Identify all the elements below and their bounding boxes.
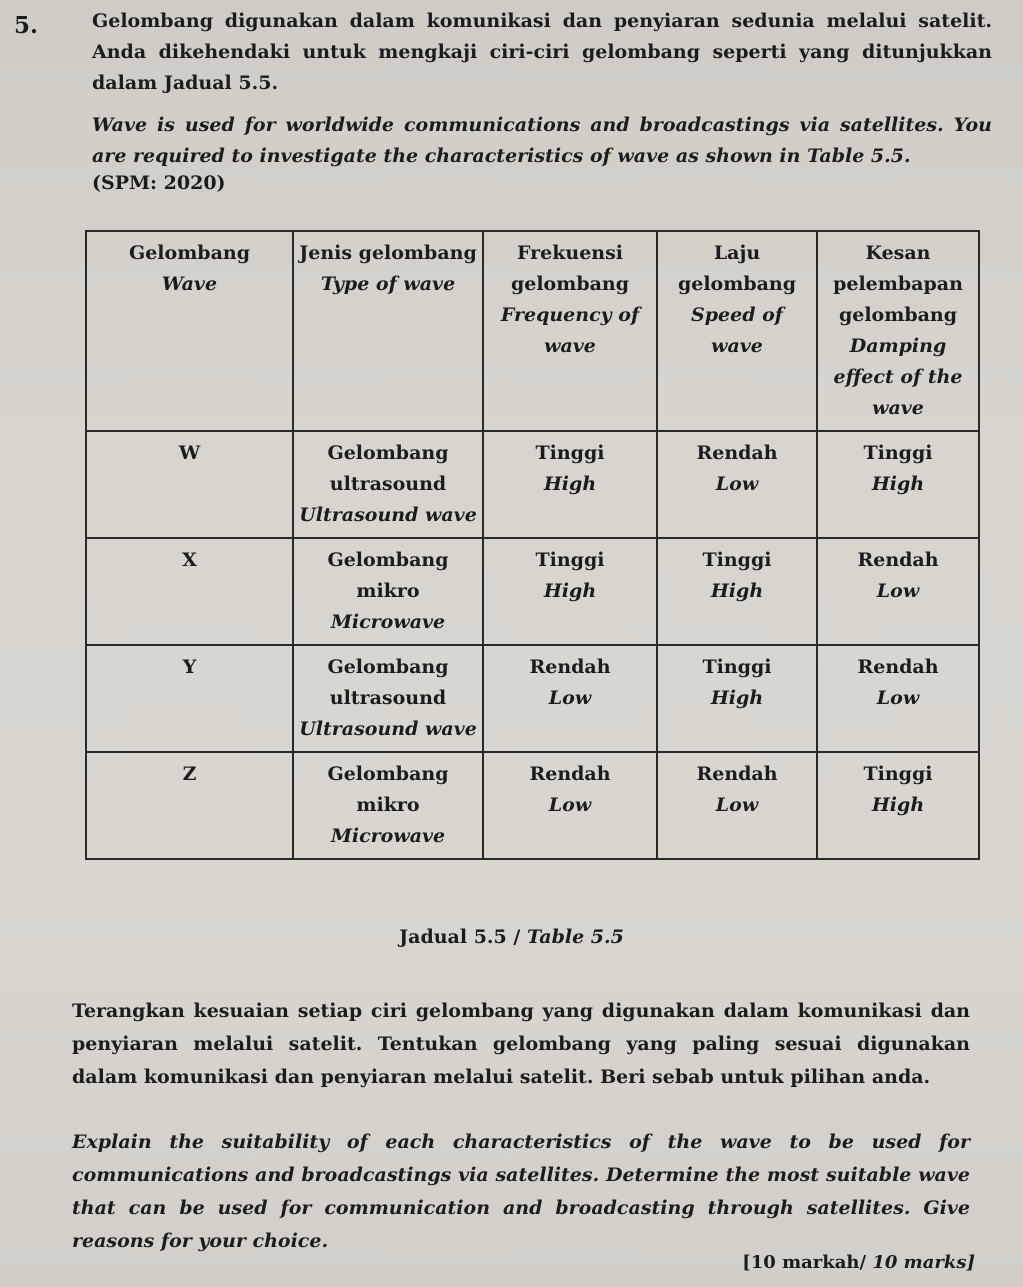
table-row xyxy=(86,752,979,859)
header-wave: Gelombang Wave xyxy=(86,231,293,431)
exam-source: (SPM: 2020) xyxy=(92,172,226,194)
cell-frequency: Rendah Low xyxy=(483,645,657,752)
cell-type: Gelombang ultrasound Ultrasound wave xyxy=(293,645,483,752)
cell-frequency: Rendah Low xyxy=(483,752,657,859)
table-row xyxy=(86,645,979,752)
cell-damping: Rendah Low xyxy=(817,645,979,752)
cell-type: Gelombang mikro Microwave xyxy=(293,538,483,645)
marks-allocation xyxy=(742,1252,975,1273)
cell-damping: Tinggi High xyxy=(817,752,979,859)
caption-english: Table 5.5 xyxy=(526,926,624,948)
table-header-row xyxy=(86,231,979,431)
table-row xyxy=(86,431,979,538)
cell-speed: Tinggi High xyxy=(657,645,817,752)
header-frequency: Frekuensi gelombang Frequency of wave xyxy=(483,231,657,431)
header-damping: Kesan pelembapan gelombang Damping effect of the wave xyxy=(817,231,979,431)
header-type: Jenis gelombang Type of wave xyxy=(293,231,483,431)
wave-characteristics-table xyxy=(85,230,980,860)
question-intro-malay: Gelombang digunakan dalam komunikasi dan penyiaran sedunia melalui satelit. Anda dikehendaki untuk mengkaji ciri-ciri gelombang seperti yang ditunjukkan dalam Jadual 5.5. xyxy=(92,10,992,94)
cell-speed: Rendah Low xyxy=(657,752,817,859)
cell-type: Gelombang mikro Microwave xyxy=(293,752,483,859)
header-speed: Laju gelombang Speed of wave xyxy=(657,231,817,431)
instructions-malay: Terangkan kesuaian setiap ciri gelombang yang digunakan dalam komunikasi dan penyiaran melalui satelit. Tentukan gelombang yang paling sesuai digunakan dalam komunikasi dan penyiaran melalui satelit. Beri sebab untuk pilihan anda. xyxy=(72,1000,970,1088)
instructions-english: Explain the suitability of each characteristics of the wave to be used for communications and broadcastings via satellites. Determine the most suitable wave that can be used for communication and broadcasting through satellites. Give reasons for your choice. xyxy=(72,1131,970,1252)
cell-wave: X xyxy=(86,538,293,645)
cell-speed: Rendah Low xyxy=(657,431,817,538)
table-caption xyxy=(0,926,1023,948)
cell-frequency: Tinggi High xyxy=(483,431,657,538)
cell-type: Gelombang ultrasound Ultrasound wave xyxy=(293,431,483,538)
marks-english: 10 marks] xyxy=(872,1252,975,1273)
question-number: 5. xyxy=(14,12,39,39)
marks-malay: [10 markah/ xyxy=(742,1252,867,1273)
cell-damping: Tinggi High xyxy=(817,431,979,538)
table-row xyxy=(86,538,979,645)
cell-wave: Z xyxy=(86,752,293,859)
question-intro-english: Wave is used for worldwide communications and broadcastings via satellites. You are required to investigate the characteristics of wave as shown in Table 5.5. xyxy=(92,114,992,167)
caption-malay: Jadual 5.5 / xyxy=(399,926,521,948)
cell-wave: Y xyxy=(86,645,293,752)
cell-damping: Rendah Low xyxy=(817,538,979,645)
cell-speed: Tinggi High xyxy=(657,538,817,645)
cell-wave: W xyxy=(86,431,293,538)
cell-frequency: Tinggi High xyxy=(483,538,657,645)
